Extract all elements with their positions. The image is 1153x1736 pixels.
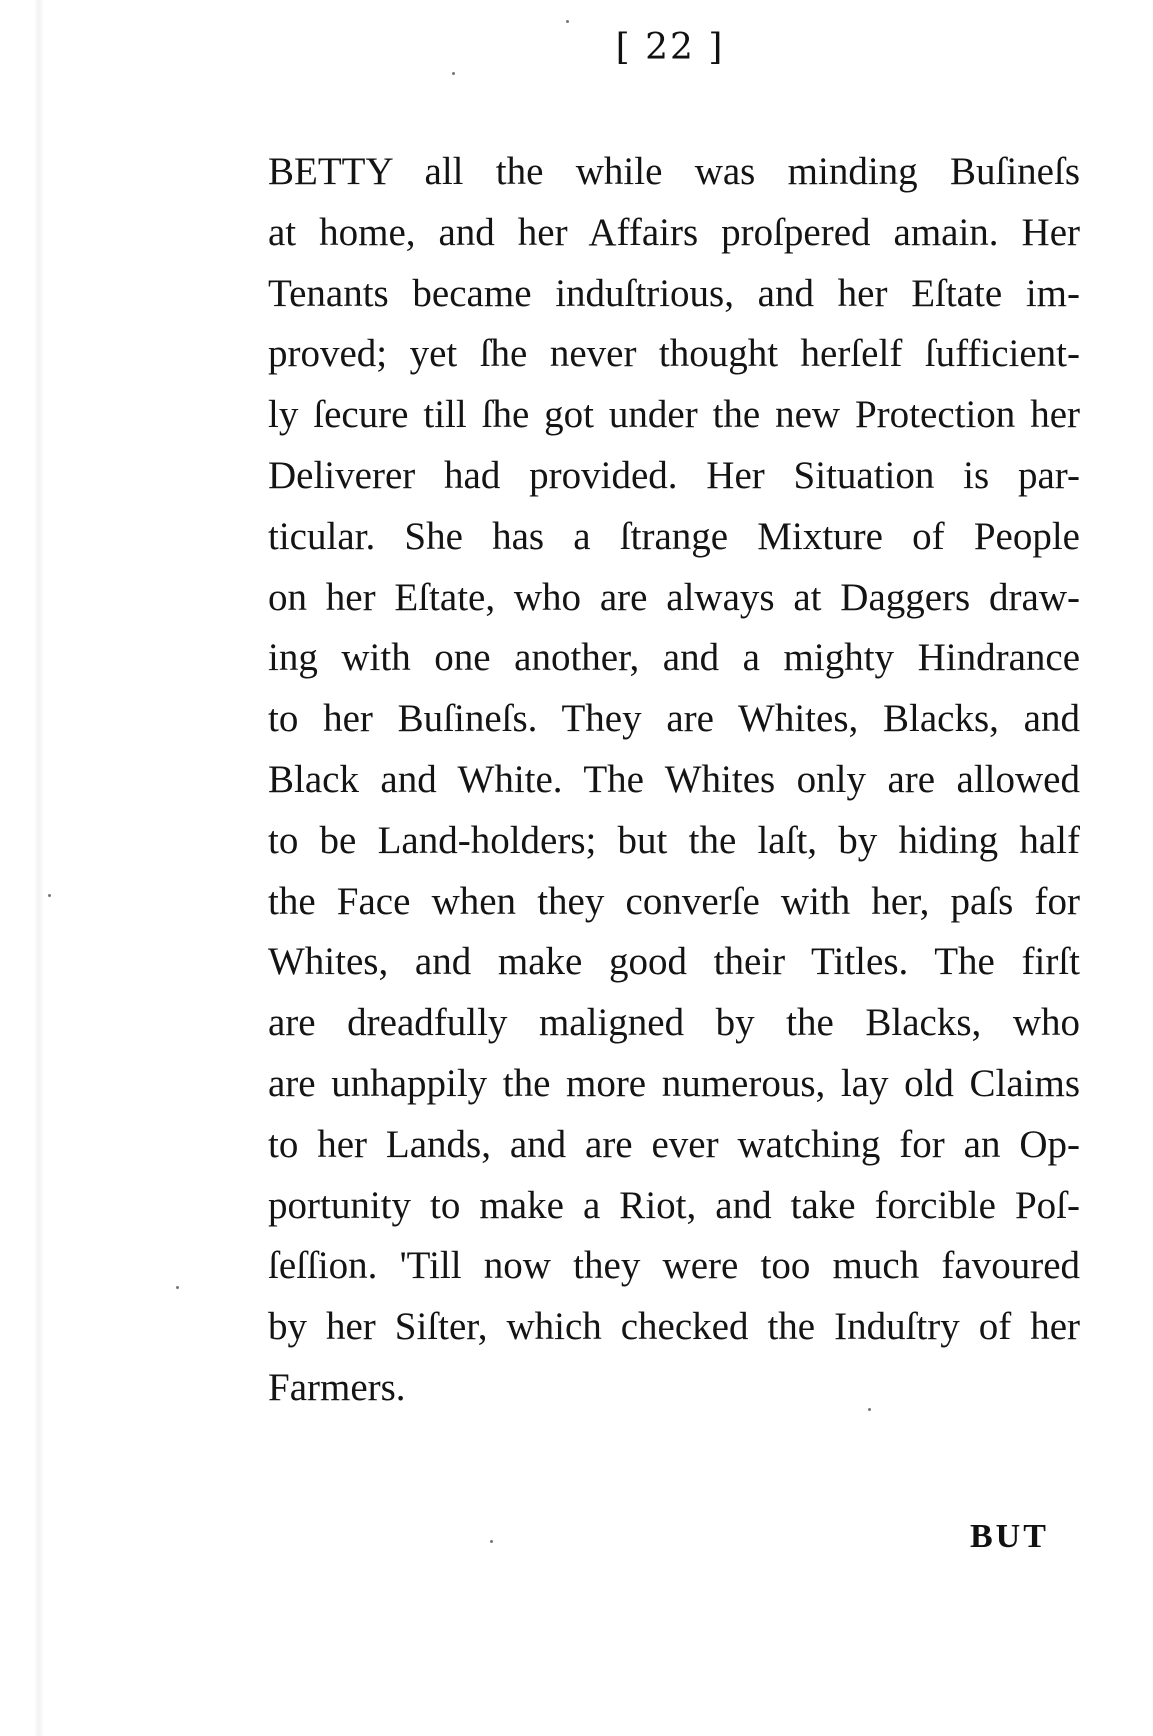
text-line: at home, and her Affairs proſpered amain. Her (268, 210, 1080, 254)
binding-edge-shadow (34, 0, 44, 1736)
print-speck (490, 1540, 493, 1543)
text-line: portunity to make a Riot, and take forcible Poſ- (268, 1183, 1080, 1227)
text-line: Tenants became induſtrious, and her Eſtate im- (268, 271, 1080, 315)
print-speck (48, 894, 51, 897)
text-line: BETTY all the while was minding Buſineſs (268, 150, 1080, 193)
text-line: to be Land-holders; but the laſt, by hiding half (268, 818, 1080, 862)
text-line: on her Eſtate, who are always at Daggers draw- (268, 575, 1080, 619)
text-line: Farmers. (268, 1365, 406, 1409)
catchword: BUT (970, 1518, 1049, 1555)
text-line: are unhappily the more numerous, lay old Claims (268, 1061, 1080, 1105)
print-speck (566, 20, 569, 23)
text-line: by her Siſter, which checked the Induſtry of her (268, 1305, 1080, 1349)
text-line: the Face when they converſe with her, paſs for (268, 879, 1080, 923)
text-line: Whites, and make good their Titles. The firſt (268, 940, 1080, 984)
text-line: ing with one another, and a mighty Hindrance (268, 636, 1080, 680)
text-line: proved; yet ſhe never thought herſelf ſufficient- (268, 332, 1080, 376)
print-speck (176, 1286, 179, 1289)
text-line: ticular. She has a ſtrange Mixture of People (268, 514, 1080, 558)
text-line: Deliverer had provided. Her Situation is par- (268, 453, 1080, 497)
print-speck (868, 1408, 871, 1411)
text-line: are dreadfully maligned by the Blacks, who (268, 1001, 1080, 1045)
text-line: Black and White. The Whites only are allowed (268, 757, 1080, 801)
body-text (268, 142, 1080, 1419)
text-line: to her Lands, and are ever watching for an Op- (268, 1122, 1080, 1166)
page-number-header: [ 22 ] (615, 27, 725, 68)
text-line: ſeſſion. 'Till now they were too much favoured (268, 1244, 1080, 1288)
print-speck (452, 72, 455, 75)
text-line: to her Buſineſs. They are Whites, Blacks, and (268, 697, 1080, 741)
text-line: ly ſecure till ſhe got under the new Protection her (268, 393, 1080, 437)
